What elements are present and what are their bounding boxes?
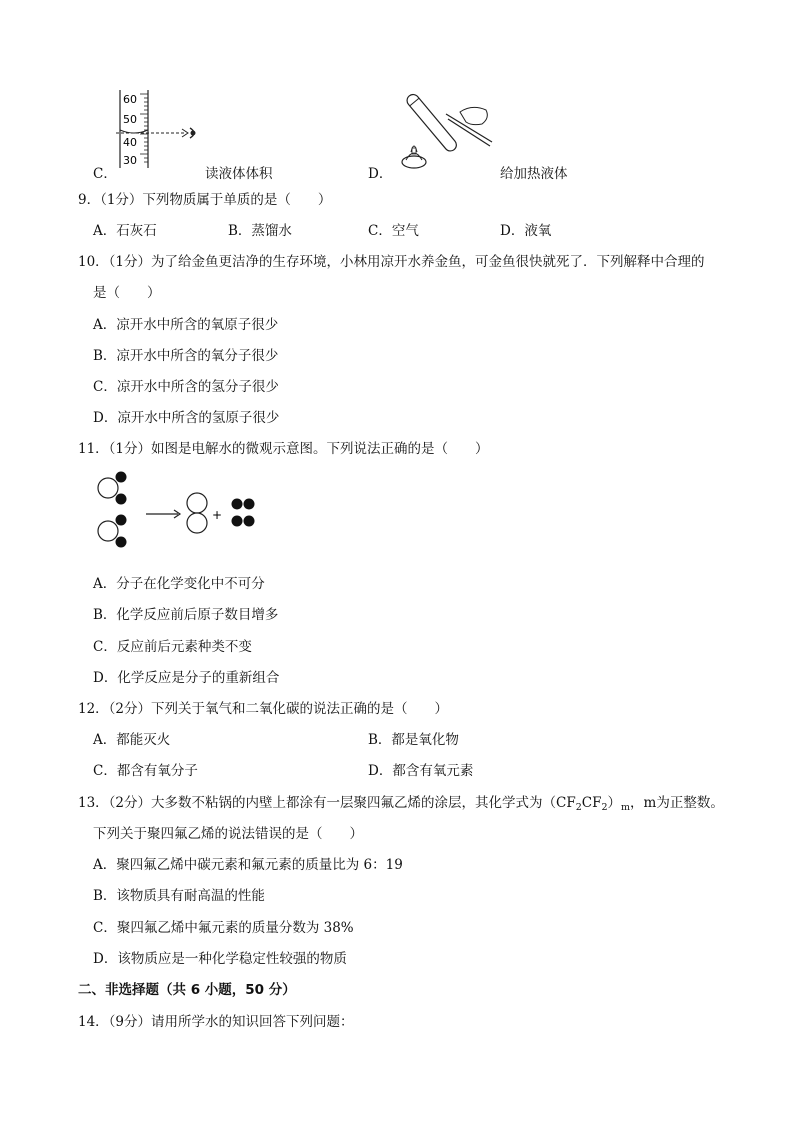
eye-icon (190, 128, 196, 138)
cylinder-figure (110, 88, 210, 168)
q13-stem-part-c: ） (607, 795, 622, 811)
q13-stem-part-a: 13．（2分）大多数不粘锅的内壁上都涂有一层聚四氟乙烯的涂层，其化学式为（CF (78, 795, 576, 811)
figure-c-caption: 读液体体积 (205, 166, 273, 182)
question-13-stem (78, 791, 724, 813)
q11-option-c: C．反应前后元素种类不变 (93, 639, 252, 655)
scale-label-60: 60 (123, 93, 137, 106)
heating-figure (398, 84, 508, 176)
option-c-label: C． (93, 166, 117, 182)
scale-label-40: 40 (123, 136, 137, 149)
q13-option-d: D．该物质应是一种化学稳定性较强的物质 (93, 951, 347, 967)
q10-option-d: D．凉开水中所含的氢原子很少 (93, 410, 280, 426)
question-12-stem: 12．（2分）下列关于氧气和二氧化碳的说法正确的是（ ） (78, 701, 449, 717)
q13-subscript-2: 2 (601, 802, 608, 813)
q9-option-b: B．蒸馏水 (228, 223, 292, 239)
question-13-stem-cont: 下列关于聚四氟乙烯的说法错误的是（ ） (93, 826, 363, 842)
figure-d-caption: 给加热液体 (500, 166, 568, 182)
question-10-stem: 10．（1分）为了给金鱼更洁净的生存环境，小林用凉开水养金鱼，可金鱼很快就死了．下列解释中合理的 (78, 254, 705, 270)
oxygen-molecule (187, 493, 207, 533)
q10-option-b: B．凉开水中所含的氧分子很少 (93, 348, 279, 364)
q13-option-b: B．该物质具有耐高温的性能 (93, 888, 265, 904)
q9-option-c: C．空气 (368, 223, 419, 239)
q13-stem-part-d: ，m为正整数。 (630, 795, 724, 811)
reaction-arrow-icon (146, 510, 180, 518)
q9-option-a: A．石灰石 (93, 223, 157, 239)
water-molecule (98, 515, 127, 548)
hydrogen-molecule (232, 499, 255, 510)
question-14-stem: 14．（9分）请用所学水的知识回答下列问题： (78, 1014, 354, 1030)
q13-subscript-1: 2 (575, 802, 582, 813)
hydrogen-molecule (232, 516, 255, 527)
scale-label-50: 50 (123, 113, 137, 126)
q13-option-c: C．聚四氟乙烯中氟元素的质量分数为 38% (93, 920, 354, 936)
q13-stem-part-b: CF (581, 795, 602, 811)
q13-subscript-m: m (621, 802, 631, 813)
q11-option-a: A．分子在化学变化中不可分 (93, 576, 265, 592)
water-molecule (98, 472, 127, 505)
q11-option-d: D．化学反应是分子的重新组合 (93, 670, 280, 686)
question-11-stem: 11．（1分）如图是电解水的微观示意图。下列说法正确的是（ ） (78, 441, 489, 457)
plus-sign: + (212, 508, 223, 522)
electrolysis-diagram (92, 468, 272, 558)
q12-option-c: C．都含有氧分子 (93, 763, 198, 779)
q9-option-d: D．液氧 (500, 223, 552, 239)
q12-option-b: B．都是氧化物 (368, 732, 459, 748)
q10-option-c: C．凉开水中所含的氢分子很少 (93, 379, 279, 395)
q12-option-a: A．都能灭火 (93, 732, 171, 748)
question-9-stem: 9．（1分）下列物质属于单质的是（ ） (78, 192, 332, 208)
q11-option-b: B．化学反应前后原子数目增多 (93, 607, 279, 623)
q10-option-a: A．凉开水中所含的氧原子很少 (93, 317, 279, 333)
q12-option-d: D．都含有氧元素 (368, 763, 474, 779)
option-d-label: D． (368, 166, 393, 182)
section-2-title: 二、非选择题（共 6 小题，50 分） (78, 982, 296, 998)
question-10-stem-cont: 是（ ） (93, 285, 161, 301)
scale-label-30: 30 (123, 154, 137, 167)
q13-option-a: A．聚四氟乙烯中碳元素和氟元素的质量比为 6：19 (93, 857, 403, 873)
